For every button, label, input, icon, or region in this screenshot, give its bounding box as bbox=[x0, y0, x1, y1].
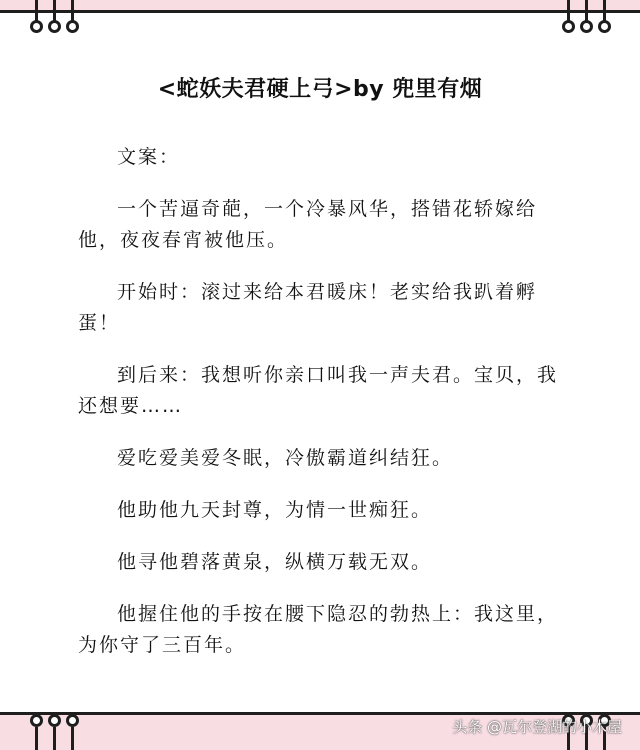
bottom-left-binder-rings bbox=[30, 714, 79, 750]
synopsis-heading: 文案： bbox=[117, 146, 181, 168]
binder-ring-icon bbox=[598, 0, 611, 36]
synopsis-text bbox=[78, 142, 578, 682]
watermark: 头条 @瓦尔登湖的小木屋 bbox=[452, 718, 622, 736]
binder-ring-icon bbox=[562, 0, 575, 36]
binder-ring-icon bbox=[48, 714, 61, 750]
synopsis-paragraph: 他寻他碧落黄泉，纵横万载无双。 bbox=[117, 551, 433, 573]
synopsis-paragraph: 他助他九天封尊，为情一世痴狂。 bbox=[117, 499, 433, 521]
synopsis-paragraph: 他握住他的手按在腰下隐忍的勃热上：我这里，为你守了三百年。 bbox=[78, 603, 559, 656]
top-right-binder-rings bbox=[562, 0, 611, 36]
page-title: <蛇妖夫君硬上弓>by 兜里有烟 bbox=[157, 77, 483, 102]
synopsis-paragraph: 到后来：我想听你亲口叫我一声夫君。宝贝，我还想要…… bbox=[78, 364, 559, 417]
synopsis-paragraph: 一个苦逼奇葩，一个冷暴风华，搭错花轿嫁给他，夜夜春宵被他压。 bbox=[78, 198, 538, 251]
binder-ring-icon bbox=[30, 714, 43, 750]
binder-ring-icon bbox=[580, 0, 593, 36]
binder-ring-icon bbox=[66, 714, 79, 750]
synopsis-paragraph: 开始时：滚过来给本君暖床！老实给我趴着孵蛋！ bbox=[78, 281, 538, 334]
binder-ring-icon bbox=[30, 0, 43, 36]
synopsis-paragraph: 爱吃爱美爱冬眠，冷傲霸道纠结狂。 bbox=[117, 447, 454, 469]
bottom-border-line bbox=[0, 712, 640, 715]
binder-ring-icon bbox=[66, 0, 79, 36]
top-left-binder-rings bbox=[30, 0, 79, 36]
top-border-line bbox=[0, 10, 640, 13]
binder-ring-icon bbox=[48, 0, 61, 36]
